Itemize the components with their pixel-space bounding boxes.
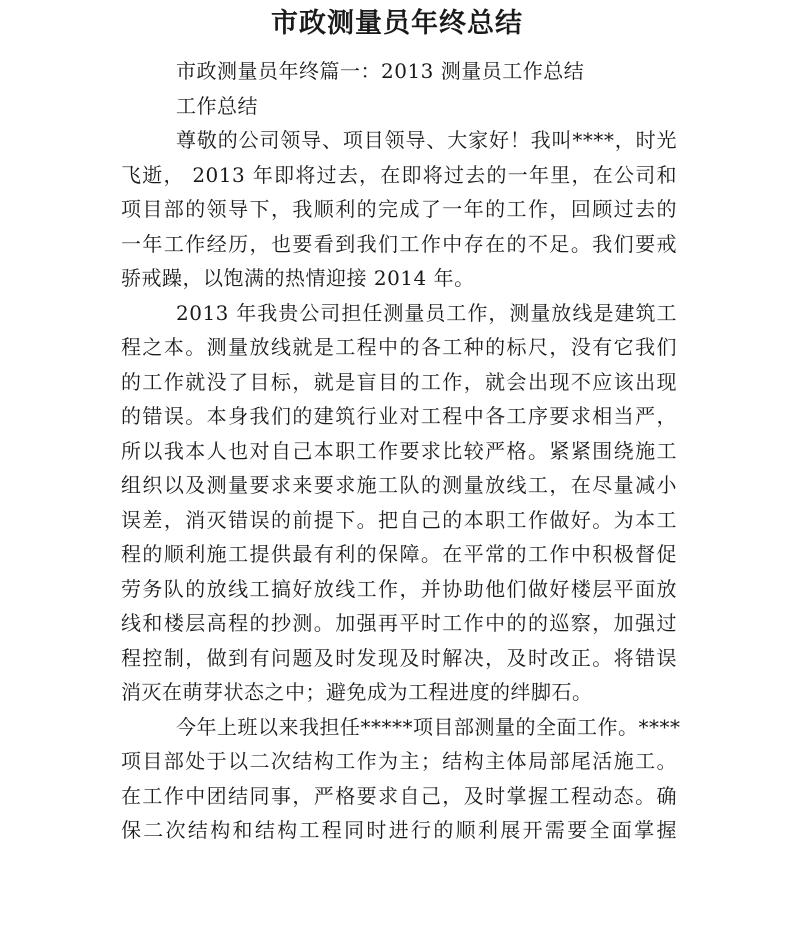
paragraph-line: 尊敬的公司领导、项目领导、大家好！我叫****，时光 — [176, 128, 677, 152]
paragraph-line: 所以我本人也对自己本职工作要求比较严格。紧紧围绕施工 — [121, 438, 677, 463]
paragraph-line: 程之本。测量放线就是工程中的各工种的标尺，没有它我们 — [121, 335, 677, 359]
paragraph-line: 项目部的领导下，我顺利的完成了一年的工作，回顾过去的 — [121, 197, 677, 221]
paragraph-line: 骄戒躁，以饱满的热情迎接 2014 年。 — [121, 266, 475, 290]
paragraph-line: 项目部处于以二次结构工作为主；结构主体局部尾活施工。 — [121, 749, 677, 773]
document-title: 市政测量员年终总结 — [271, 8, 523, 39]
section-heading: 工作总结 — [176, 93, 258, 118]
subtitle-line: 市政测量员年终篇一：2013 测量员工作总结 — [176, 59, 585, 83]
paragraph-line: 的工作就没了目标，就是盲目的工作，就会出现不应该出现 — [121, 369, 677, 394]
paragraph-line: 程的顺利施工提供最有利的保障。在平常的工作中积极督促 — [121, 542, 677, 566]
paragraph-line: 飞逝， 2013 年即将过去，在即将过去的一年里，在公司和 — [121, 162, 677, 187]
paragraph-line: 保二次结构和结构工程同时进行的顺利展开需要全面掌握 — [121, 818, 677, 842]
paragraph-line: 一年工作经历，也要看到我们工作中存在的不足。我们要戒 — [121, 231, 677, 256]
paragraph-line: 线和楼层高程的抄测。加强再平时工作中的的巡察，加强过 — [121, 611, 677, 635]
paragraph-line: 误差，消灭错误的前提下。把自己的本职工作做好。为本工 — [121, 507, 677, 532]
paragraph-line: 组织以及测量要求来要求施工队的测量放线工，在尽量减小 — [121, 473, 677, 497]
paragraph-line: 程控制，做到有问题及时发现及时解决，及时改正。将错误 — [121, 645, 677, 670]
paragraph-line: 今年上班以来我担任*****项目部测量的全面工作。**** — [176, 714, 681, 739]
paragraph-line: 的错误。本身我们的建筑行业对工程中各工序要求相当严， — [121, 404, 677, 428]
paragraph-line: 在工作中团结同事，严格要求自己，及时掌握工程动态。确 — [121, 783, 677, 808]
paragraph-line: 2013 年我贵公司担任测量员工作，测量放线是建筑工 — [176, 300, 677, 325]
document-body — [121, 54, 681, 848]
paragraph-line: 劳务队的放线工搞好放线工作，并协助他们做好楼层平面放 — [121, 576, 677, 601]
paragraph-line: 消灭在萌芽状态之中；避免成为工程进度的绊脚石。 — [121, 680, 593, 704]
